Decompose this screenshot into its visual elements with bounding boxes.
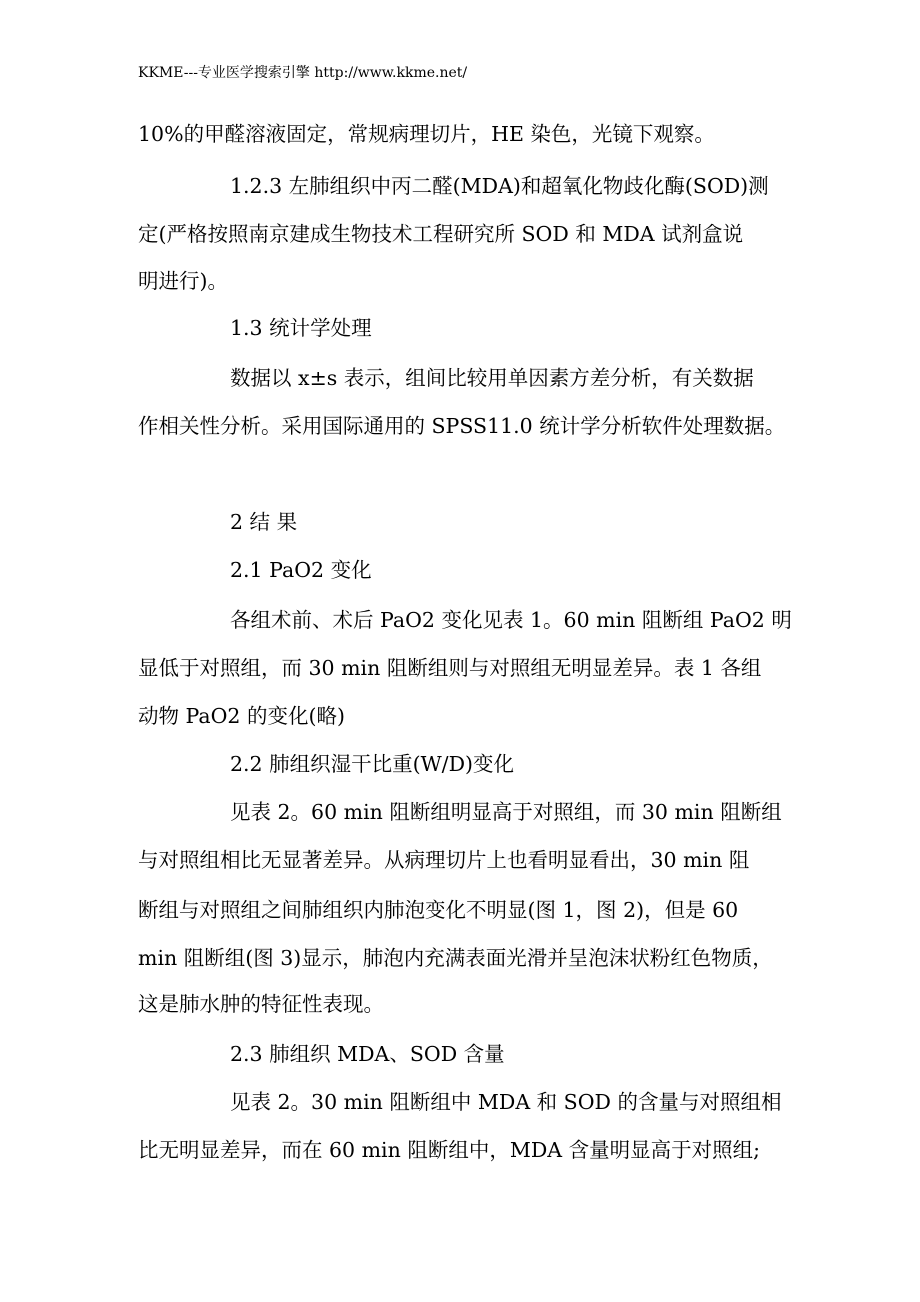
text-line-15: 与对照组相比无显著差异。从病理切片上也看明显看出，30 min 阻 — [138, 848, 750, 872]
text-line-6: 数据以 x±s 表示，组间比较用单因素方差分析，有关数据 — [230, 366, 754, 390]
section-heading-1-3: 1.3 统计学处理 — [230, 316, 372, 340]
section-heading-2-1: 2.1 PaO2 变化 — [230, 558, 372, 582]
page-header: KKME---专业医学搜索引擎 http://www.kkme.net/ — [138, 65, 468, 81]
section-heading-results: 2 结 果 — [230, 510, 298, 534]
text-line-18: 这是肺水肿的特征性表现。 — [138, 992, 384, 1016]
text-line-12: 动物 PaO2 的变化(略) — [138, 704, 345, 728]
text-line-7: 作相关性分析。采用国际通用的 SPSS11.0 统计学分析软件处理数据。 — [138, 414, 786, 438]
text-line-20: 见表 2。30 min 阻断组中 MDA 和 SOD 的含量与对照组相 — [230, 1090, 782, 1114]
text-line-14: 见表 2。60 min 阻断组明显高于对照组，而 30 min 阻断组 — [230, 800, 782, 824]
text-line-1: 10%的甲醛溶液固定，常规病理切片，HE 染色，光镜下观察。 — [138, 122, 715, 146]
text-line-11: 显低于对照组，而 30 min 阻断组则与对照组无明显差异。表 1 各组 — [138, 656, 762, 680]
text-line-2: 1.2.3 左肺组织中丙二醛(MDA)和超氧化物歧化酶(SOD)测 — [230, 174, 769, 198]
text-line-3: 定(严格按照南京建成生物技术工程研究所 SOD 和 MDA 试剂盒说 — [138, 222, 744, 246]
text-line-10: 各组术前、术后 PaO2 变化见表 1。60 min 阻断组 PaO2 明 — [230, 608, 792, 632]
text-line-17: min 阻断组(图 3)显示，肺泡内充满表面光滑并呈泡沫状粉红色物质， — [138, 946, 773, 970]
text-line-16: 断组与对照组之间肺组织内肺泡变化不明显(图 1，图 2)，但是 60 — [138, 898, 739, 922]
text-line-21: 比无明显差异，而在 60 min 阻断组中，MDA 含量明显高于对照组; — [138, 1138, 760, 1162]
text-line-4: 明进行)。 — [138, 269, 228, 293]
section-heading-2-2: 2.2 肺组织湿干比重(W/D)变化 — [230, 752, 515, 776]
section-heading-2-3: 2.3 肺组织 MDA、SOD 含量 — [230, 1042, 505, 1066]
